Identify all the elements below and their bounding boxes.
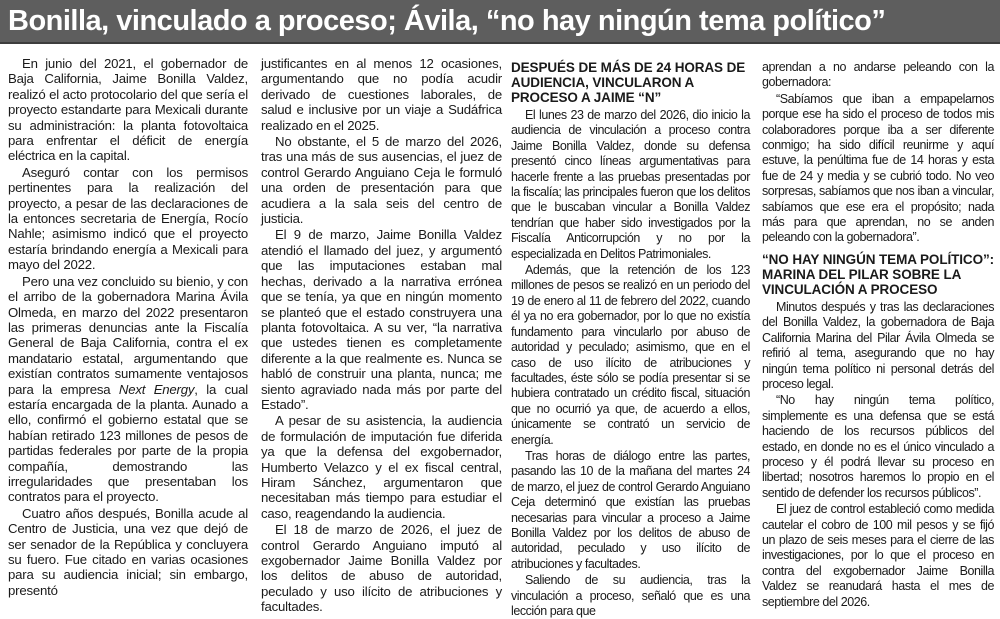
paragraph: Aseguró contar con los permisos pertinentes para la realización del proyecto, a pesar de las declaraciones de la entonces secretaria de Energía, Rocío Nahle; asimismo indicó que el proyecto estaría brindando energía a Mexicali para mayo del 2022. xyxy=(8,164,248,273)
paragraph: El lunes 23 de marzo del 2026, dio inicio la audiencia de vinculación a proceso contra Jaime Bonilla Valdez, donde su defensa presentó cinco líneas argumentativas para hacerle frente a las pruebas presentadas por la fiscalía; las principales fueron que los delitos que le buscaban vincular a Bonilla Valdez tendrían que haber sido investigados por la Fiscalía Anticorrupción y no por la especializada en Delitos Patrimoniales. xyxy=(511,108,750,261)
paragraph: No obstante, el 5 de marzo del 2026, tras una más de sus ausencias, el juez de control Gerardo Anguiano Ceja le formuló una orden de presentación para que acudiera a la sala seis del centro de justicia. xyxy=(261,134,502,227)
headline-bar xyxy=(0,0,1000,44)
section-subheading: DESPUÉS DE MÁS DE 24 HORAS DE AUDIENCIA, VINCULARON A PROCESO A JAIME “N” xyxy=(511,60,746,105)
paragraph: aprendan a no andarse peleando con la gobernadora: xyxy=(762,60,994,90)
paragraph: El 18 de marzo de 2026, el juez de control Gerardo Anguiano imputó al exgobernador Jaime Bonilla Valdez por los delitos de abuso de autoridad, peculado y uso ilícito de atribuciones y facultades. xyxy=(261,522,502,615)
column-3 xyxy=(511,60,750,619)
paragraph: El juez de control estableció como medida cautelar el cobro de 100 mil pesos y se fijó un plazo de seis meses para el cierre de las investigaciones, por lo que el proceso en contra del exgobernador Jaime Bonilla Valdez se reanudará hasta el mes de septiembre del 2026. xyxy=(762,502,994,609)
paragraph: justificantes en al menos 12 ocasiones, argumentando que no podía acudir derivado de cuestiones laborales, de salud e inclusive por un viaje a Sudáfrica realizado en el 2025. xyxy=(261,56,502,133)
paragraph: Minutos después y tras las declaraciones del Bonilla Valdez, la gobernadora de Baja California Marina del Pilar Ávila Olmeda se refirió al tema, asegurando que no hay ningún tema político ni personal detrás del proceso legal. xyxy=(762,299,994,391)
paragraph xyxy=(8,274,248,505)
paragraph-text: Pero una vez concluido su bienio, y con el arribo de la gobernadora Marina Ávila Olmeda, en marzo del 2022 presentaron las primeras denuncias ante la Fiscalía General de Baja California, contra el ex mandatario estatal, argumentando que existían contratos sumamente ventajosos para la empresa xyxy=(8,273,248,397)
column-4 xyxy=(762,60,994,619)
paragraph-text: , la cual estaría encargada de la planta. Aunado a ello, confirmó el gobierno estatal que se habían retirado 123 millones de pesos de partidas federales por parte de la propia compañía, demostrando las irregularidades que presentaban los contratos para el proyecto. xyxy=(8,381,248,505)
paragraph: Además, que la retención de los 123 millones de pesos se realizó en un periodo del 19 de enero al 11 de febrero del 2022, cuando él ya no era gobernador, por lo que no existía fundamento para vincularlo por abuso de autoridad y peculado; asimismo, que en el caso de uso ilícito de atribuciones y facultades, éste sólo se podía presentar si se hubiera contratado un crédito fiscal, situación que no ocurrió ya que, de acuerdo a ellos, únicamente se contrató un servicio de energía. xyxy=(511,263,750,447)
headline: Bonilla, vinculado a proceso; Ávila, “no hay ningún tema político” xyxy=(8,5,886,37)
paragraph: A pesar de su asistencia, la audiencia de formulación de imputación fue diferida ya que la defensa del exgobernador, Humberto Velazco y el ex fiscal central, Hiram Sánchez, argumentaron que necesitaban más tiempo para estudiar el caso, reagendando la audiencia. xyxy=(261,413,502,521)
paragraph: El 9 de marzo, Jaime Bonilla Valdez atendió el llamado del juez, y argumentó que las imputaciones estaban mal hechas, derivado a la narrativa errónea que se tenía, ya que en ningún momento se planteó que el estado construyera una planta fotovoltaica. A su ver, “la narrativa que ustedes tienen es completamente diferente a la que realmente es. Nunca se habló de construir una planta, nunca; me siento agraviado nada más por parte del Estado”. xyxy=(261,227,502,412)
paragraph: Cuatro años después, Bonilla acude al Centro de Justicia, una vez que dejó de ser senador de la República y concluyera su fuero. Fue citado en varias ocasiones para su audiencia inicial; sin embargo, presentó xyxy=(8,505,248,598)
paragraph: Saliendo de su audiencia, tras la vinculación a proceso, señaló que es una lección para que xyxy=(511,573,750,618)
paragraph: Tras horas de diálogo entre las partes, pasando las 10 de la mañana del martes 24 de marzo, el juez de control Gerardo Anguiano Ceja determinó que existían las pruebas necesarias para vincular a proceso a Jaime Bonilla Valdez por los delitos de abuso de autoridad, peculado y uso ilícito de atribuciones y facultades. xyxy=(511,448,750,571)
company-name: Next Energy xyxy=(118,381,195,397)
column-1 xyxy=(8,56,248,619)
quote-paragraph: “Sabíamos que iban a empapelarnos porque ese ha sido el proceso de todos mis colaboradores porque iba a ser diferente conmigo; ha sido difícil reunirme y aquí estuve, la penúltima fue de 14 horas y esta fue de 24 y media y se cubrió todo. No veo sorpresas, sabíamos que nos iban a vincular, sabíamos que ese era el propósito; nada más para que aprendan, no se anden peleando con la gobernadora”. xyxy=(762,91,994,245)
column-2 xyxy=(261,56,502,619)
section-subheading: “NO HAY NINGÚN TEMA POLÍTICO”: MARINA DEL PILAR SOBRE LA VINCULACIÓN A PROCESO xyxy=(762,251,995,297)
quote-paragraph: “No hay ningún tema político, simplemente es una defensa que se está haciendo de los recursos públicos del estado, en donde no es el único vinculado a proceso y él podrá llevar su proceso en libertad; nosotros haremos lo propio en el sentido de defender los recursos públicos”. xyxy=(762,393,994,500)
paragraph: En junio del 2021, el gobernador de Baja California, Jaime Bonilla Valdez, realizó el acto protocolario del que sería el proyecto estandarte para Mexicali durante su administración: la planta fotovoltaica para enfrentar el déficit de energía eléctrica en la capital. xyxy=(8,56,248,164)
